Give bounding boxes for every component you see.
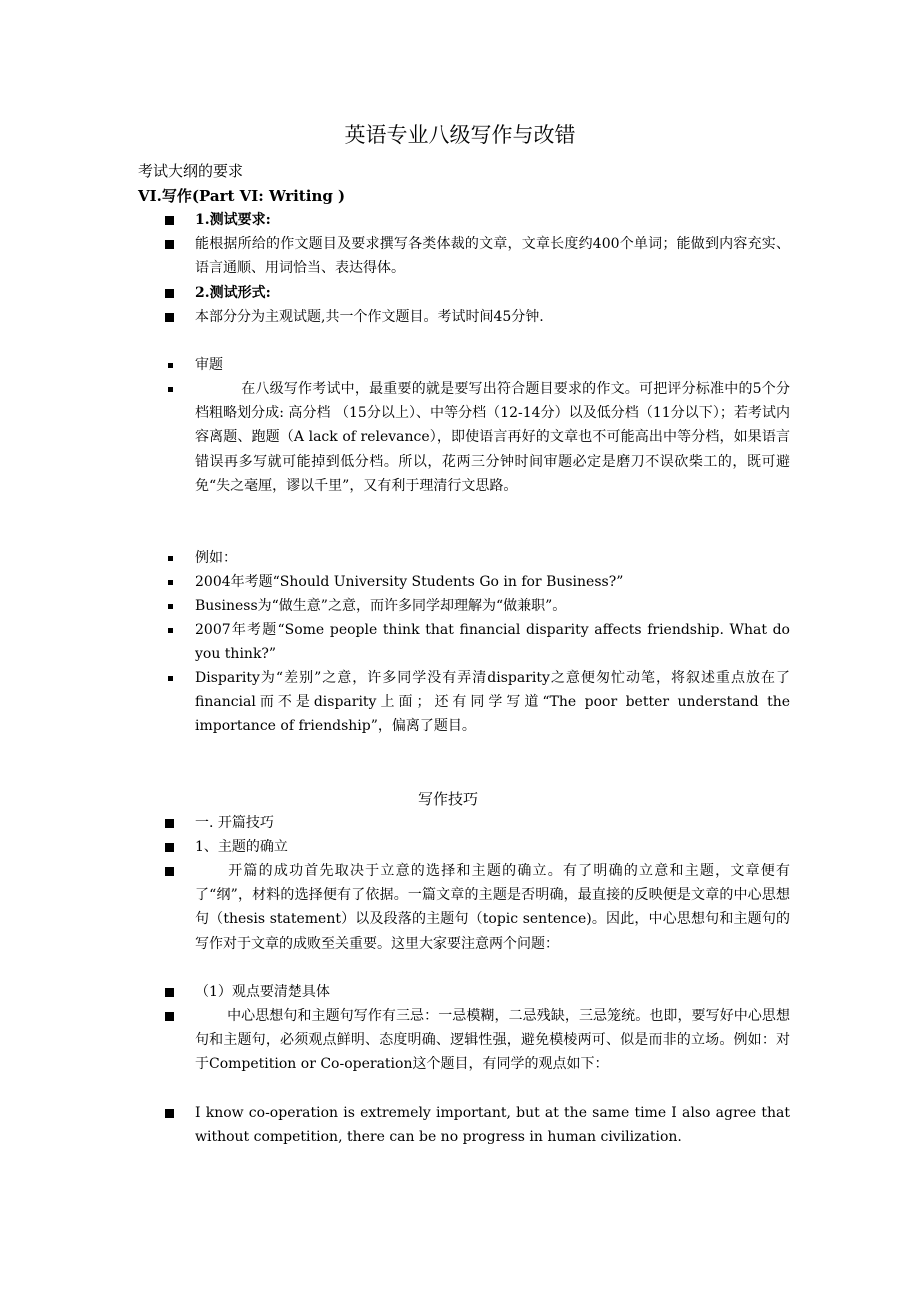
list-item-text: （1）观点要清楚具体 xyxy=(195,984,330,1000)
list-item xyxy=(165,377,790,498)
square-bullet-icon xyxy=(165,313,174,322)
list-item-text: 开篇的成功首先取决于立意的选择和主题的确立。有了明确的立意和主题，文章便有了“纲”，材料的选择便有了依据。一篇文章的主题是否明确，最直接的反映便是文章的中心思想句（thesis statement）以及段落的主题句（topic sentence)。因此，中心思想句和主题句的写作对于文章的成败至关重要。这里大家要注意两个问题： xyxy=(195,863,790,952)
small-bullet-icon xyxy=(168,387,173,392)
example-text: 2004年考题“Should University Students Go in for Business?” xyxy=(195,574,624,590)
small-bullet-icon xyxy=(168,676,173,681)
small-bullet-icon xyxy=(168,363,173,368)
square-bullet-icon xyxy=(165,867,174,876)
list-item xyxy=(165,835,790,859)
list-item xyxy=(165,666,790,739)
square-bullet-icon xyxy=(165,988,174,997)
list-item xyxy=(165,1101,790,1149)
small-bullet-icon xyxy=(168,628,173,633)
list-item-text: I know co-operation is extremely important, but at the same time I also agree that without competition, there can be no progress in human civilization. xyxy=(195,1105,790,1146)
list-item xyxy=(165,1004,790,1077)
small-bullet-icon xyxy=(168,556,173,561)
skills-title: 写作技巧 xyxy=(417,790,478,808)
square-bullet-icon xyxy=(165,216,174,225)
list-item-text: 中心思想句和主题句写作有三忌：一忌模糊，二忌残缺，三忌笼统。也即，要写好中心思想句和主题句，必须观点鲜明、态度明确、逻辑性强，避免模棱两可、似是而非的立场。例如：对于Competition or Co-operation这个题目，有同学的观点如下： xyxy=(195,1008,790,1073)
section-heading: VI.写作(Part VI: Writing ) xyxy=(138,187,346,205)
square-bullet-icon xyxy=(165,843,174,852)
list-item xyxy=(165,232,790,280)
square-bullet-icon xyxy=(165,1109,174,1118)
list-item xyxy=(165,281,790,305)
list-item xyxy=(165,353,790,377)
list-item-text: 本部分分为主观试题,共一个作文题目。考试时间45分钟. xyxy=(195,309,544,325)
review-paragraph: 在八级写作考试中，最重要的就是要写出符合题目要求的作文。可把评分标准中的5个分档粗略划分成: 高分档 （15分以上）、中等分档（12-14分）以及低分档（11分以下）；若考试内容离题、跑题（A lack of relevance），即使语言再好的文章也不可能高出中等分档，如果语言错误再多写就可能掉到低分档。所以，花两三分钟时间审题必定是磨刀不误砍柴工的，既可避免“失之毫厘，谬以千里”，又有利于理清行文思路。 xyxy=(195,381,790,494)
list-item-text: 1、主题的确立 xyxy=(195,839,288,855)
square-bullet-icon xyxy=(165,1012,174,1021)
list-item xyxy=(165,305,790,329)
page-title: 英语专业八级写作与改错 xyxy=(344,123,576,147)
review-heading: 审题 xyxy=(195,357,223,373)
example-text: Disparity为“差别”之意，许多同学没有弄清disparity之意便匆忙动笔，将叙述重点放在了financial而不是disparity上面；还有同学写道“The poor better understand the importance of friendship”，偏离了题目。 xyxy=(195,670,790,735)
list-item xyxy=(165,570,790,594)
list-item xyxy=(165,594,790,618)
list-item xyxy=(165,618,790,666)
small-bullet-icon xyxy=(168,604,173,609)
example-text: 例如： xyxy=(195,550,237,566)
list-item xyxy=(165,980,790,1004)
subtitle: 考试大纲的要求 xyxy=(138,162,244,180)
small-bullet-icon xyxy=(168,580,173,585)
list-item-text: 2.测试形式: xyxy=(195,285,271,301)
example-text: Business为“做生意”之意，而许多同学却理解为“做兼职”。 xyxy=(195,598,567,614)
list-item xyxy=(165,208,790,232)
square-bullet-icon xyxy=(165,240,174,249)
list-item xyxy=(165,546,790,570)
square-bullet-icon xyxy=(165,289,174,298)
list-item-text: 能根据所给的作文题目及要求撰写各类体裁的文章，文章长度约400个单词；能做到内容充实、语言通顺、用词恰当、表达得体。 xyxy=(195,236,790,277)
square-bullet-icon xyxy=(165,819,174,828)
example-text: 2007年考题“Some people think that financial disparity affects friendship. What do you think?” xyxy=(195,622,790,663)
list-item xyxy=(165,859,790,956)
list-item xyxy=(165,811,790,835)
list-item-text: 1.测试要求: xyxy=(195,212,271,228)
list-item-text: 一. 开篇技巧 xyxy=(195,815,274,831)
